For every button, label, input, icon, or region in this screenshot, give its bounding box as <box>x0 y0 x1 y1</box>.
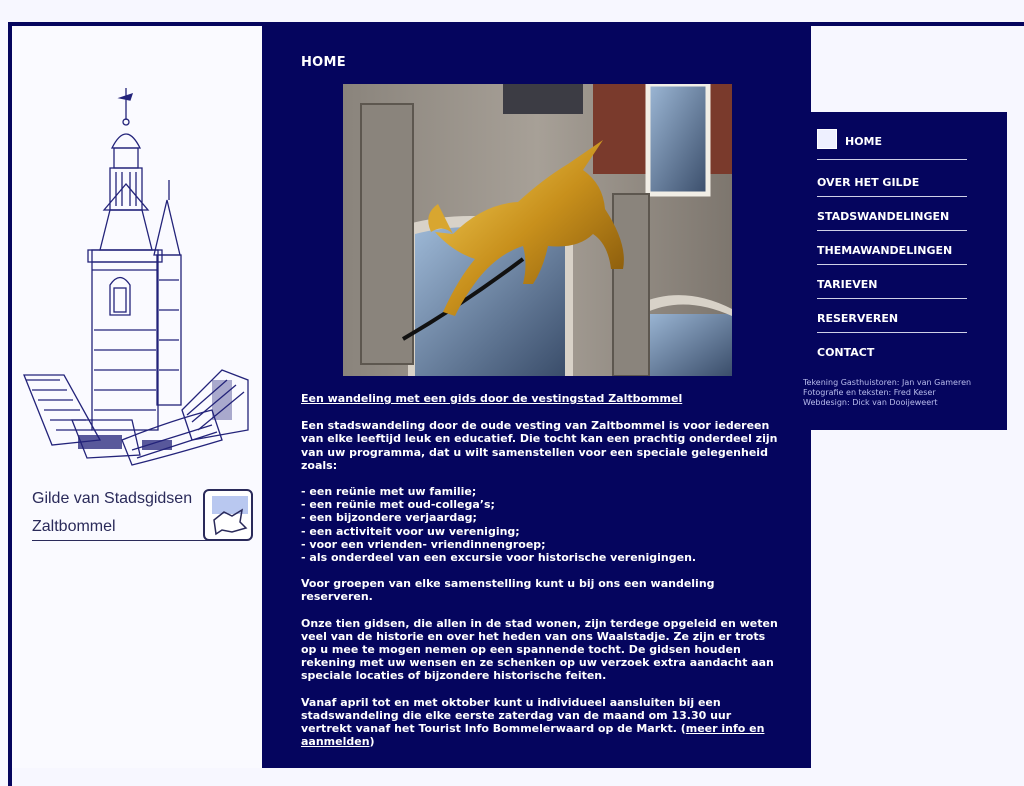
list-item: - een reünie met uw familie; <box>301 485 477 499</box>
city-map-emblem <box>202 488 254 542</box>
credit-webdesign <box>803 398 971 408</box>
list-item: - een activiteit voor uw vereniging; <box>301 524 520 538</box>
home-icon <box>817 129 837 149</box>
nav-item-stadswandelingen[interactable] <box>817 210 967 231</box>
logo-name-line1: Gilde van Stadsgidsen <box>32 490 193 507</box>
nav-item-home[interactable] <box>817 132 967 160</box>
nav-item-label: THEMAWANDELINGEN <box>817 244 953 257</box>
content-text <box>301 392 781 761</box>
nav-item-label: TARIEVEN <box>817 278 878 291</box>
nav-item-label: CONTACT <box>817 346 875 359</box>
main-content <box>262 26 811 768</box>
nav-item-contact[interactable] <box>817 346 967 366</box>
nav-item-label: RESERVEREN <box>817 312 899 325</box>
page-title: HOME <box>301 55 346 70</box>
nav-item-over-het-gilde[interactable] <box>817 176 967 197</box>
side-navigation <box>803 112 1007 430</box>
list-item: - als onderdeel van een excursie voor historische verenigingen. <box>301 551 697 565</box>
list-item: - een bijzondere verjaardag; <box>301 511 477 525</box>
list-item: - voor een vrienden- vriendinnengroep; <box>301 537 546 551</box>
nav-item-label: STADSWANDELINGEN <box>817 210 950 223</box>
paragraph-groups: Voor groepen van elke samenstelling kunt u bij ons een wandeling reserveren. <box>301 577 715 604</box>
logo-name-line2: Zaltbommel <box>32 518 116 535</box>
credit-drawing: Tekening Gasthuistoren: Jan van Gameren <box>803 378 972 387</box>
credit-photography: Fotografie en teksten: Fred Keser <box>803 388 936 397</box>
more-info-link[interactable]: meer info en aanmelden <box>301 722 765 749</box>
golden-unicorn-photo <box>343 84 732 376</box>
occasion-list <box>301 485 781 564</box>
nav-item-label: OVER HET GILDE <box>817 176 920 189</box>
tower-drawing-image <box>12 80 262 520</box>
list-item: - een reünie met oud-collega’s; <box>301 498 495 512</box>
paragraph-intro: Een stadswandeling door de oude vesting van Zaltbommel is voor iedereen van elke leeftijd leuk en educatief. Die tocht kan een prachtig onderdeel zijn van uw programma, dat u wilt samenstellen voor een speciale gelegenheid zoals: <box>301 419 778 472</box>
nav-item-tarieven[interactable] <box>817 278 967 299</box>
nav-item-themawandelingen[interactable] <box>817 244 967 265</box>
credit-webdesign-name: Dick van Dooijeweert <box>852 398 938 407</box>
paragraph-individual-text: Vanaf april tot en met oktober kunt u individueel aansluiten bij een stadswandeling die elke eerste zaterdag van de maand om 13.30 uur vertrekt vanaf het Tourist Info Bommelerwaard op de Markt. ( <box>301 695 732 736</box>
credit-webdesign-label: Webdesign: <box>803 398 853 407</box>
nav-item-label: HOME <box>845 135 883 148</box>
top-bar <box>0 0 1024 22</box>
paragraph-individual-end: ) <box>369 735 375 749</box>
paragraph-individual <box>301 696 781 749</box>
credits <box>803 378 971 408</box>
intro-heading: Een wandeling met een gids door de vestingstad Zaltbommel <box>301 392 683 405</box>
logo-divider <box>32 540 212 541</box>
paragraph-guides: Onze tien gidsen, die allen in de stad wonen, zijn terdege opgeleid en weten veel van de historie en over het heden van ons Waalstadje. Ze zijn er trots op u mee te mogen nemen op een spannende tocht. De gidsen houden rekening met uw wensen en ze schenken op uw verzoek extra aandacht aan speciale locaties of bijzondere historische feiten. <box>301 616 778 683</box>
nav-item-reserveren[interactable] <box>817 312 967 333</box>
logo-column <box>12 26 262 768</box>
